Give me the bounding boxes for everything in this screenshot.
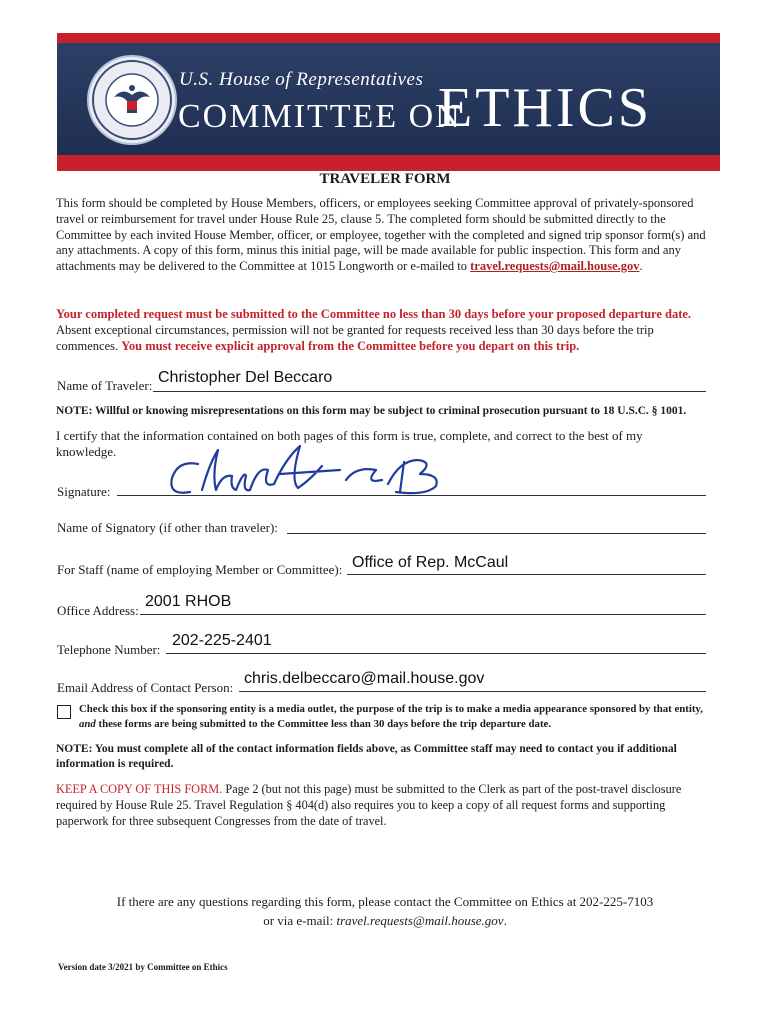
signature-image [150,440,470,510]
email-underline [239,691,706,692]
footer-email-suffix: . [503,913,507,928]
traveler-name-value[interactable]: Christopher Del Beccaro [158,369,333,386]
footer-email-prefix: or via e-mail: [263,913,337,928]
check-text-part1: Check this box if the sponsoring entity is a media outlet, the purpose of the trip is to make a media appearance sponsored by that entity, [79,703,703,715]
check-text-part2: these forms are being submitted to the Committee less than 30 days before the trip departure date. [95,718,552,730]
telephone-label: Telephone Number: [57,642,161,657]
keep-copy-warning: KEEP A COPY OF THIS FORM. [56,782,223,796]
approval-warning: You must receive explicit approval from the Committee before you depart on this trip. [121,338,580,353]
misrepresentation-note: NOTE: Willful or knowing misrepresentations on this form may be subject to criminal prosecution pursuant to 18 U.S.C. § 1001. [56,405,687,417]
footer-contact [0,892,770,930]
staff-employer-value[interactable]: Office of Rep. McCaul [352,554,509,571]
traveler-label: Name of Traveler: [57,378,153,393]
header-banner [57,33,720,171]
office-address-value[interactable]: 2001 RHOB [145,593,232,610]
footer-email-link[interactable]: travel.requests@mail.house.gov [336,913,504,928]
office-address-label: Office Address: [57,603,139,618]
staff-underline [347,574,706,575]
staff-label: For Staff (name of employing Member or Committee): [57,562,343,577]
media-outlet-checkbox[interactable] [57,705,71,719]
contact-email-label: Email Address of Contact Person: [57,680,234,695]
banner-navy-band [57,43,720,155]
signatory-underline [287,533,706,534]
keep-copy-paragraph [56,782,716,829]
header-title-committee: COMMITTEE ON [178,98,462,135]
certify-text: I certify that the information contained on both pages of this form is true, complete, and correct to the best of my knowledge. [56,428,643,459]
header-subtitle: U.S. House of Representatives [179,69,424,90]
footer-contact-line2 [0,911,770,930]
intro-period: . [639,259,643,274]
signatory-label: Name of Signatory (if other than traveler): [57,520,278,535]
office-underline [140,614,706,615]
eagle-seal-icon [89,57,175,143]
deadline-warning: Your completed request must be submitted to the Committee no less than 30 days before your proposed departure date. [56,307,692,321]
deadline-text: Absent exceptional circumstances, permission will not be granted for requests received less than 30 days before the trip commences. [56,322,654,353]
footer-contact-line1: If there are any questions regarding this form, please contact the Committee on Ethics at 202-225-7103 [116,894,654,909]
intro-email-link[interactable]: travel.requests@mail.house.gov [470,259,640,274]
intro-paragraph [56,196,706,275]
version-date: Version date 3/2021 by Committee on Ethics [58,962,228,972]
telephone-underline [166,653,706,654]
traveler-underline [153,391,706,392]
keep-copy-text: Page 2 (but not this page) must be submitted to the Clerk as part of the post-travel disclosure required by House Rule 25. Travel Regulation § 404(d) also requires you to keep a copy of all request forms and supporting paperwork for three subsequent Congresses from the date of travel. [56,782,682,828]
media-outlet-check-text [79,702,719,732]
header-title-ethics: ETHICS [438,77,652,139]
check-text-and: and [79,718,96,730]
form-title: TRAVELER FORM [319,171,451,187]
signature-label: Signature: [57,484,111,499]
house-seal-logo [87,55,177,145]
signature-underline [117,495,706,496]
telephone-value[interactable]: 202-225-2401 [172,632,272,649]
handwritten-signature-icon [150,440,470,510]
contact-email-value[interactable]: chris.delbeccaro@mail.house.gov [244,670,485,687]
intro-text: This form should be completed by House Members, officers, or employees seeking Committee approval of privately-sponsored travel or reimbursement for travel under House Rule 25, clause 5. The completed form should be submitted directly to the Committee by each invited House Member, officer, or employee, together with the completed and signed trip sponsor form(s) and any attachments. A copy of this form, minus this initial page, will be made available for public inspection. This form and any attachments may be delivered to the Committee at 1015 Longworth or e-mailed to [56,196,706,274]
deadline-paragraph [56,307,706,354]
contact-info-note: NOTE: You must complete all of the contact information fields above, as Committee staff may need to contact you if additional information is required. [56,743,677,770]
